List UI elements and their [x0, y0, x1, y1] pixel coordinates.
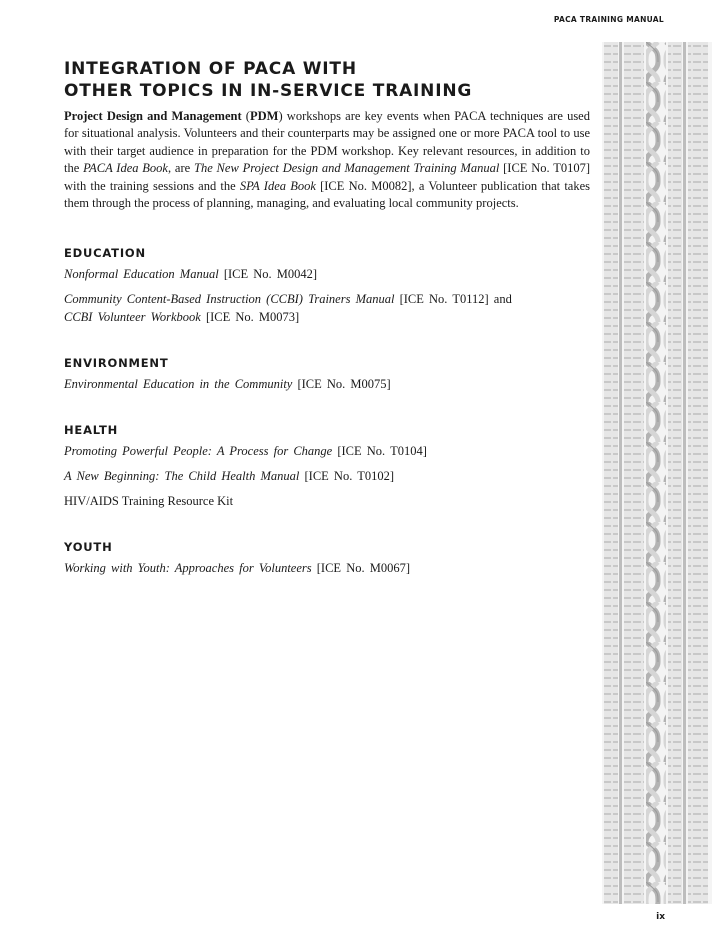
section-health [64, 423, 590, 510]
reference-title: Nonformal Education Manual [64, 267, 219, 282]
reference-title: A New Beginning: The Child Health Manual [64, 469, 300, 484]
reference-code: [ICE No. T0102] [299, 469, 395, 484]
page-title-line2: OTHER TOPICS IN IN-SERVICE TRAINING [64, 81, 473, 101]
reference-title: Working with Youth: Approaches for Volunteers [64, 561, 312, 576]
reference-code: [ICE No. M0042] [218, 267, 318, 282]
section-heading-health: HEALTH [64, 423, 119, 438]
section-heading-environment: ENVIRONMENT [64, 356, 169, 371]
pdm-manual-title: The New Project Design and Management Training Manual [194, 161, 500, 176]
decorative-braid-border [602, 42, 712, 904]
intro-paragraph [64, 108, 590, 212]
paca-idea-book-title: PACA Idea Book [83, 161, 168, 176]
page-title [64, 58, 590, 102]
reference-item [64, 559, 590, 577]
page-title-line1: INTEGRATION OF PACA WITH [64, 59, 357, 79]
reference-code: [ICE No. M0075] [292, 377, 391, 392]
pdm-term: Project Design and Management [64, 109, 242, 123]
section-heading-youth: YOUTH [64, 540, 113, 555]
reference-title: Promoting Powerful People: A Process for Change [64, 444, 333, 459]
reference-title: Environmental Education in the Community [64, 377, 293, 392]
reference-title: CCBI Volunteer Workbook [64, 310, 201, 325]
section-youth [64, 540, 590, 577]
intro-text-2: , are [168, 161, 194, 176]
reference-code: [ICE No. M0067] [311, 561, 410, 576]
reference-title: Community Content-Based Instruction (CCBI) Trainers Manual [64, 292, 395, 307]
main-content [64, 58, 590, 584]
reference-item [64, 467, 590, 485]
reference-item [64, 290, 590, 326]
reference-item [64, 375, 590, 393]
intro-text-1: ) workshops are key events when PACA techniques are used for situational analysis. Volunteers and their counterparts may be assigned one or more PACA tool to use with their target audience in preparation for the PDM workshop. Key relevant resources, in addition to the [64, 109, 590, 176]
intro-text-4: [ICE No. M0082], a Volunteer publication that takes them through the process of planning, managing, and evaluating local community projects. [64, 178, 591, 211]
intro-paren: ( [241, 109, 250, 123]
reference-code: [ICE No. M0073] [200, 310, 300, 325]
running-header: PACA TRAINING MANUAL [553, 15, 664, 24]
reference-item: HIV/AIDS Training Resource Kit [64, 494, 234, 509]
intro-text-3: [ICE No. T0107] with the training sessions and the [64, 161, 590, 193]
section-environment [64, 356, 590, 393]
pdm-abbr: PDM [249, 109, 279, 123]
page-number: ix [656, 912, 665, 922]
section-heading-education: EDUCATION [64, 246, 146, 261]
section-education [64, 246, 590, 326]
reference-item [64, 265, 590, 283]
reference-code: [ICE No. T0112] and [394, 292, 512, 307]
reference-code: [ICE No. T0104] [332, 444, 427, 459]
spa-idea-book-title: SPA Idea Book [239, 178, 316, 193]
reference-item [64, 442, 590, 460]
